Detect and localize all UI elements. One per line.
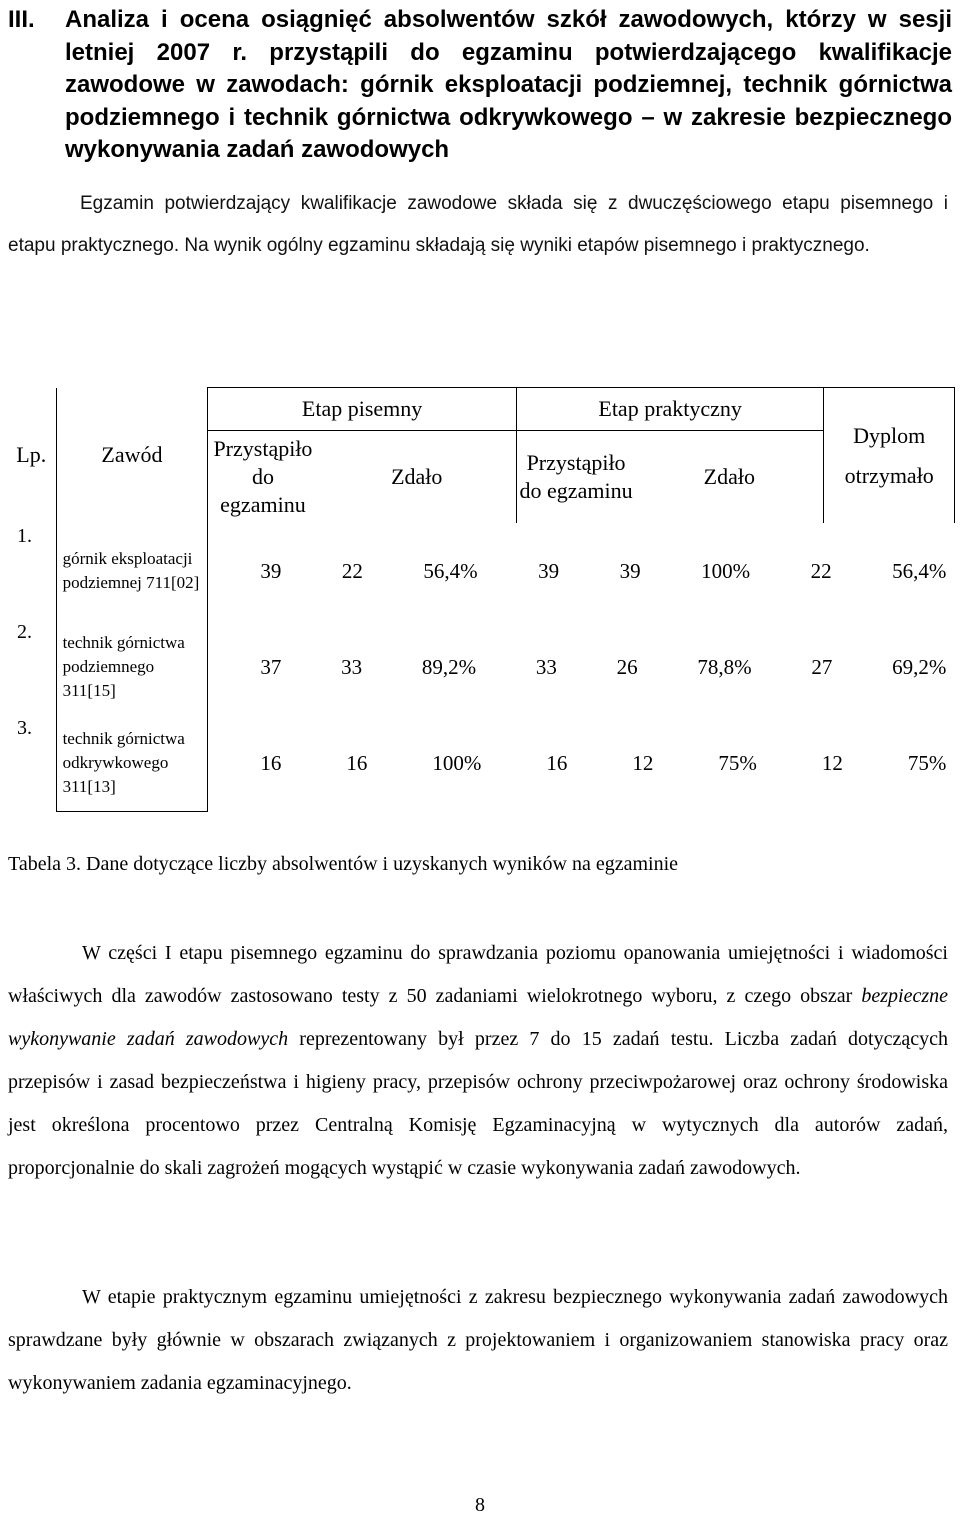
cell-p-przyst: 39	[260, 558, 282, 583]
intro-paragraph: Egzamin potwierdzający kwalifikacje zawodowe składa się z dwuczęściowego etapu pisemnego i etapu praktycznego. Na wynik ogólny egzaminu składają się wyniki etapów pisemnego i praktycznego.	[8, 193, 948, 256]
paragraph-1-start: W części I etapu pisemnego egzaminu do sprawdzania poziomu opanowania umiejętności i wiadomości właściwych dla zawodów zastosowano testy z 50 zadaniami wielokrotnego wyboru, z czego obszar	[8, 942, 948, 1007]
values-group	[208, 751, 954, 776]
cell-d-liczba: 22	[810, 558, 832, 583]
header-praktyczny-zdalo: Zdało	[703, 464, 755, 489]
paragraph-1-end: reprezentowany był przez 7 do 15 zadań testu. Liczba zadań dotyczących przepisów i zasad bezpieczeństwa i higieny pracy, przepisów ochrony przeciwpożarowej oraz ochrony środowiska jest określona procentowo przez Centralną Komisję Egzaminacyjną w wytycznych dla autorów zadań, proporcjonalnie do skali zagrożeń mogących wystąpić w czasie wykonywania zadań zawodowych.	[8, 1028, 948, 1179]
page-number: 8	[475, 1494, 485, 1516]
cell-pr-przyst: 39	[538, 558, 560, 583]
cell-p-zdalo: 33	[341, 654, 363, 679]
cell-zawod: technik górnictwa podziemnego 311[15]	[56, 619, 208, 715]
cell-p-proc: 56,4%	[423, 558, 478, 583]
header-etap-pisemny: Etap pisemny	[208, 388, 517, 431]
cell-pr-przyst: 16	[546, 750, 568, 775]
cell-d-proc: 69,2%	[892, 654, 947, 679]
header-dyplom-label: Dyplom	[853, 422, 926, 448]
cell-lp: 3.	[7, 715, 56, 811]
cell-pr-zdalo: 39	[619, 558, 641, 583]
cell-pr-zdalo: 12	[632, 750, 654, 775]
cell-d-proc: 75%	[907, 750, 947, 775]
values-group	[208, 655, 954, 680]
cell-pr-proc: 75%	[718, 750, 757, 775]
results-table	[7, 387, 955, 812]
cell-p-przyst: 37	[260, 654, 282, 679]
cell-p-zdalo: 22	[341, 558, 363, 583]
cell-p-zdalo: 16	[346, 750, 368, 775]
cell-pr-proc: 100%	[701, 558, 751, 583]
cell-d-proc: 56,4%	[892, 558, 947, 583]
cell-values	[208, 619, 955, 715]
cell-zawod: górnik eksploatacji podziemnej 711[02]	[56, 523, 208, 619]
header-pisemny-przystapilo: Przystąpiło do egzaminu	[208, 431, 318, 524]
paragraph-1-italic: bezpieczne wykonywanie zadań zawodowych	[8, 985, 948, 1050]
section-number: III.	[8, 6, 35, 33]
values-group	[208, 559, 954, 584]
cell-d-liczba: 27	[811, 654, 833, 679]
header-praktyczny-przystapilo: Przystąpiło do egzaminu	[516, 431, 635, 524]
section-title: Analiza i ocena osiągnięć absolwentów szkół zawodowych, którzy w sesji letniej 2007 r. przystąpili do egzaminu potwierdzającego kwalifikacje zawodowe w zawodach: górnik eksploatacji podziemnej, technik górnictwa podziemnego i technik górnictwa odkrywkowego – w zakresie bezpiecznego wykonywania zadań zawodowych	[65, 6, 952, 163]
header-lp: Lp.	[7, 388, 56, 524]
header-pisemny-zdalo: Zdało	[391, 464, 443, 489]
cell-zawod: technik górnictwa odkrywkowego 311[13]	[56, 715, 208, 811]
cell-lp: 2.	[7, 619, 56, 715]
section-heading	[8, 4, 952, 167]
table-row	[7, 619, 955, 715]
header-otrzymalo-label: otrzymało	[844, 462, 934, 488]
cell-p-przyst: 16	[260, 750, 282, 775]
cell-values	[208, 523, 955, 619]
paragraph-test-description	[8, 932, 948, 1190]
table-header-row-1	[7, 388, 955, 431]
cell-pr-zdalo: 26	[616, 654, 638, 679]
cell-p-proc: 100%	[432, 750, 482, 775]
cell-pr-przyst: 33	[535, 654, 557, 679]
header-etap-praktyczny: Etap praktyczny	[516, 388, 824, 431]
cell-lp: 1.	[7, 523, 56, 619]
table-row	[7, 523, 955, 619]
header-dyplom	[824, 388, 955, 524]
table-caption: Tabela 3. Dane dotyczące liczby absolwentów i uzyskanych wyników na egzaminie	[8, 853, 679, 875]
cell-d-liczba: 12	[821, 750, 843, 775]
table-body	[7, 523, 955, 811]
cell-pr-proc: 78,8%	[697, 654, 752, 679]
cell-p-proc: 89,2%	[421, 654, 477, 679]
cell-values	[208, 715, 955, 811]
table-row	[7, 715, 955, 811]
paragraph-practical-stage: W etapie praktycznym egzaminu umiejętności z zakresu bezpiecznego wykonywania zadań zawodowych sprawdzane były głównie w obszarach związanych z projektowaniem i organizowaniem stanowiska pracy oraz wykonywaniem zadania egzaminacyjnego.	[8, 1286, 948, 1394]
header-zawod: Zawód	[56, 388, 208, 524]
